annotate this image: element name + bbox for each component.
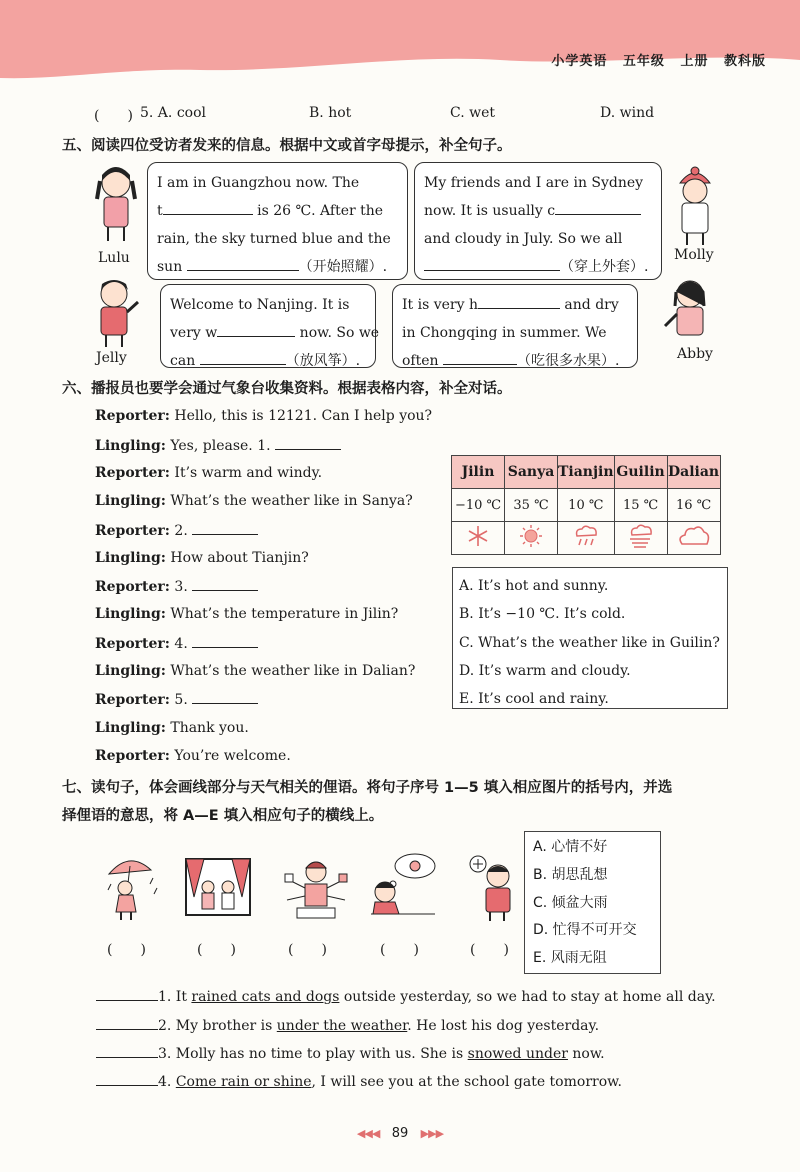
- meaning-d: D. 忙得不可开交: [533, 922, 637, 939]
- temp-guilin: 15 ℃: [614, 489, 667, 522]
- molly-name: Molly: [674, 247, 714, 263]
- dialog-text: 5.: [174, 692, 193, 708]
- snow-icon: [463, 524, 493, 548]
- sentence-blank-2[interactable]: [96, 1017, 158, 1030]
- section7-title-line1: 七、读句子，体会画线部分与天气相关的俚语。将句子序号 1—5 填入相应图片的括号内，并选: [62, 780, 673, 796]
- speaker: Lingling:: [95, 720, 166, 736]
- picture-window-kids: [184, 857, 252, 917]
- q5-option-a: 5. A. cool: [140, 105, 206, 121]
- picture-paren-1[interactable]: ( ): [107, 942, 146, 958]
- idiom: rained cats and dogs: [191, 989, 340, 1005]
- dialog-text: 4.: [174, 636, 193, 652]
- term: 上册: [680, 54, 709, 69]
- page-number: 89: [391, 1126, 409, 1141]
- dialog-line-4: [95, 493, 413, 509]
- picture-umbrella-rain: [103, 852, 161, 922]
- subject: 小学英语: [551, 54, 608, 69]
- sentence-text: 4.: [158, 1074, 176, 1090]
- picture-dreaming-girl: [371, 852, 437, 918]
- speaker: Lingling:: [95, 606, 166, 622]
- windy-icon: [626, 524, 656, 548]
- idiom: Come rain or shine: [175, 1074, 312, 1090]
- city-tianjin: Tianjin: [558, 456, 615, 489]
- q5-paren[interactable]: ( ): [94, 108, 133, 124]
- dialog-line-5: [95, 522, 258, 539]
- arrows-right-icon: ▶▶▶: [420, 1127, 444, 1140]
- molly-bubble: [414, 162, 662, 280]
- dialog-line-1: [95, 408, 432, 424]
- lulu-t: t: [157, 203, 163, 219]
- lulu-line3: rain, the sky turned blue and the: [157, 231, 391, 247]
- temp-dalian: 16 ℃: [667, 489, 720, 522]
- jelly-name: Jelly: [96, 350, 127, 366]
- temp-jilin: −10 ℃: [452, 489, 505, 522]
- picture-paren-2[interactable]: ( ): [197, 942, 236, 958]
- picture-sad-boy: [464, 852, 522, 922]
- dialog-text: How about Tianjin?: [170, 550, 309, 566]
- dialog-line-12: [95, 720, 249, 736]
- molly-avatar: [672, 165, 718, 247]
- temp-sanya: 35 ℃: [505, 489, 558, 522]
- molly-c: now. It is usually c: [424, 203, 556, 219]
- header-band: [0, 0, 800, 82]
- picture-busy-girl: [283, 852, 349, 922]
- city-jilin: Jilin: [452, 456, 505, 489]
- sentence-blank-4[interactable]: [96, 1073, 158, 1086]
- answer-blank-3[interactable]: [192, 578, 258, 591]
- abby-line1-rest: and dry: [559, 297, 619, 313]
- jelly-line2: [170, 319, 380, 347]
- abby-line2: in Chongqing in summer. We: [402, 325, 607, 341]
- dialog-line-8: [95, 606, 398, 622]
- temp-tianjin: 10 ℃: [558, 489, 615, 522]
- lulu-sun: sun: [157, 259, 187, 275]
- dialog-text: What’s the weather like in Dalian?: [170, 663, 416, 679]
- dialog-text: 2.: [174, 523, 193, 539]
- dialog-text: Hello, this is 12121. Can I help you?: [174, 408, 433, 424]
- city-sanya: Sanya: [505, 456, 558, 489]
- sentence-rest: . He lost his dog yesterday.: [407, 1018, 600, 1034]
- q5-option-c: C. wet: [450, 105, 496, 121]
- sun-icon: [516, 524, 546, 548]
- speaker: Reporter:: [95, 523, 170, 539]
- sentence-text: 3. Molly has no time to play with us. She is: [158, 1046, 468, 1062]
- sentence-blank-3[interactable]: [96, 1045, 158, 1058]
- answer-blank-2[interactable]: [192, 522, 258, 535]
- dialog-line-3: [95, 465, 322, 481]
- jelly-blank1[interactable]: [217, 324, 295, 337]
- dialog-text: What’s the weather like in Sanya?: [170, 493, 413, 509]
- dialog-line-7: [95, 578, 258, 595]
- speaker: Reporter:: [95, 579, 170, 595]
- dialog-text: 3.: [174, 579, 193, 595]
- sentence-3: [96, 1045, 605, 1062]
- lulu-blank1[interactable]: [163, 202, 253, 215]
- dialog-text: What’s the temperature in Jilin?: [170, 606, 399, 622]
- molly-line1: My friends and I are in Sydney: [424, 175, 644, 191]
- abby-h: It is very h: [402, 297, 478, 313]
- sentence-rest: outside yesterday, so we had to stay at home all day.: [339, 989, 716, 1005]
- lulu-line1: I am in Guangzhou now. The: [157, 175, 360, 191]
- sentence-rest: , I will see you at the school gate tomorrow.: [311, 1074, 622, 1090]
- edition: 教科版: [723, 54, 766, 69]
- option-c: C. What’s the weather like in Guilin?: [459, 634, 720, 651]
- q5-option-d: D. wind: [600, 105, 655, 121]
- sentence-4: [96, 1073, 622, 1090]
- abby-bubble: [392, 284, 638, 368]
- molly-hint: （穿上外套）.: [560, 259, 649, 275]
- molly-blank2[interactable]: [424, 258, 560, 271]
- dialog-text: It’s warm and windy.: [174, 465, 323, 481]
- page-footer: [0, 1126, 800, 1141]
- sentence-1: [96, 988, 716, 1005]
- picture-paren-5[interactable]: ( ): [470, 942, 509, 958]
- option-e: E. It’s cool and rainy.: [459, 691, 609, 708]
- abby-line1: [402, 291, 628, 319]
- answer-options-box: [452, 567, 728, 709]
- jelly-line3: [170, 347, 366, 375]
- cloud-icon: [677, 524, 711, 548]
- dialog-text: Yes, please. 1.: [170, 438, 276, 454]
- lulu-line4: [157, 253, 398, 281]
- answer-blank-4[interactable]: [192, 635, 258, 648]
- option-d: D. It’s warm and cloudy.: [459, 662, 631, 679]
- abby-often: often: [402, 353, 443, 369]
- dialog-line-6: [95, 550, 309, 566]
- lulu-blank2[interactable]: [187, 258, 299, 271]
- speaker: Lingling:: [95, 550, 166, 566]
- abby-hint: （吃很多水果）.: [517, 353, 620, 369]
- speaker: Reporter:: [95, 748, 170, 764]
- molly-line3: and cloudy in July. So we all: [424, 231, 623, 247]
- abby-blank1[interactable]: [478, 296, 560, 309]
- meaning-c: C. 倾盆大雨: [533, 894, 608, 911]
- lulu-hint: （开始照耀）.: [298, 259, 388, 275]
- abby-name: Abby: [677, 346, 713, 362]
- book-info: [541, 50, 766, 69]
- city-guilin: Guilin: [614, 456, 667, 489]
- speaker: Reporter:: [95, 465, 170, 481]
- lulu-bubble: [147, 162, 408, 280]
- molly-line2: [424, 197, 652, 225]
- grade: 五年级: [622, 54, 665, 69]
- lulu-name: Lulu: [98, 250, 130, 266]
- meaning-options-box: [524, 831, 661, 974]
- meaning-e: E. 风雨无阻: [533, 950, 607, 967]
- lulu-line2-rest: is 26 ℃. After the: [252, 203, 384, 219]
- dialog-line-11: [95, 691, 258, 708]
- molly-line4: [424, 253, 652, 281]
- option-a: A. It’s hot and sunny.: [459, 578, 609, 594]
- jelly-hint: （放风筝）.: [285, 353, 361, 369]
- speaker: Reporter:: [95, 636, 170, 652]
- abby-blank2[interactable]: [443, 352, 517, 365]
- section6-title: 六、播报员也要学会通过气象台收集资料。根据表格内容，补全对话。: [62, 381, 512, 397]
- jelly-can: can: [170, 353, 200, 369]
- idiom: snowed under: [467, 1046, 568, 1062]
- sentence-text: 2. My brother is: [158, 1018, 277, 1034]
- dialog-line-13: [95, 748, 291, 764]
- speaker: Lingling:: [95, 438, 166, 454]
- jelly-line1: Welcome to Nanjing. It is: [170, 297, 350, 313]
- q5-option-b: B. hot: [309, 105, 352, 121]
- dialog-text: You’re welcome.: [174, 748, 291, 764]
- meaning-a: A. 心情不好: [533, 839, 608, 855]
- answer-blank-5[interactable]: [192, 691, 258, 704]
- jelly-bubble: [160, 284, 380, 369]
- jelly-line2-rest: now. So we: [295, 325, 380, 341]
- speaker: Reporter:: [95, 692, 170, 708]
- rain-icon: [571, 524, 601, 548]
- molly-blank1[interactable]: [555, 202, 641, 215]
- picture-paren-4[interactable]: ( ): [380, 942, 419, 958]
- sentence-2: [96, 1017, 599, 1034]
- meaning-b: B. 胡思乱想: [533, 866, 608, 883]
- idiom: under the weather: [276, 1018, 408, 1034]
- option-b: B. It’s −10 ℃. It’s cold.: [459, 606, 626, 623]
- lulu-line2: [157, 197, 398, 225]
- lulu-avatar: [94, 163, 138, 245]
- section5-title: 五、阅读四位受访者发来的信息。根据中文或首字母提示，补全句子。: [62, 138, 512, 154]
- weather-table: [451, 455, 721, 555]
- sentence-rest: now.: [567, 1046, 605, 1062]
- sentence-text: 1. It: [158, 989, 192, 1005]
- picture-paren-3[interactable]: ( ): [288, 942, 327, 958]
- speaker: Lingling:: [95, 663, 166, 679]
- dialog-line-10: [95, 663, 415, 679]
- jelly-w: very w: [170, 325, 218, 341]
- speaker: Reporter:: [95, 408, 170, 424]
- speaker: Lingling:: [95, 493, 166, 509]
- dialog-line-9: [95, 635, 258, 652]
- dialog-line-2: [95, 437, 341, 454]
- jelly-avatar: [92, 276, 142, 348]
- abby-avatar: [662, 276, 716, 346]
- dialog-text: Thank you.: [170, 720, 249, 736]
- sentence-blank-1[interactable]: [96, 988, 158, 1001]
- arrows-left-icon: ◀◀◀: [356, 1127, 380, 1140]
- abby-line3: [402, 347, 628, 375]
- section7-title-line2: 择俚语的意思，将 A—E 填入相应句子的横线上。: [62, 808, 384, 824]
- answer-blank-1[interactable]: [275, 437, 341, 450]
- city-dalian: Dalian: [667, 456, 720, 489]
- jelly-blank2[interactable]: [200, 352, 286, 365]
